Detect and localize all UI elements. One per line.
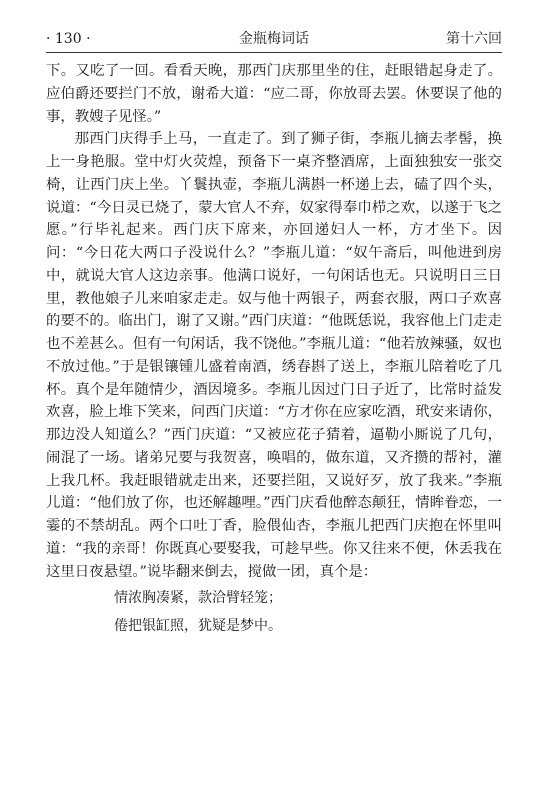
- book-title: 金瓶梅词话: [239, 31, 309, 47]
- poem-line: 倦把银缸照，犹疑是梦中。: [114, 618, 282, 634]
- poem-line: 情浓胸凑紧，款洽臂轻笼；: [114, 590, 282, 606]
- paragraph: 下。又吃了一回。看看天晚，那西门庆那里坐的住，赶眼错起身走了。应伯爵还要拦门不放，谢希大道：“应二哥，你放哥去罢。休要误了他的事，教嫂子见怪。”: [46, 63, 502, 125]
- running-header: [46, 28, 502, 50]
- page-number: · 130 ·: [46, 31, 91, 47]
- chapter-label: 第十六回: [446, 31, 502, 47]
- poem: [114, 584, 282, 640]
- paragraph: 那西门庆得手上马，一直走了。到了狮子街，李瓶儿摘去孝髻，换上一身艳服。堂中灯火荧煌，预备下一桌齐整酒席，上面独独安一张交椅，让西门庆上坐。丫鬟执壶，李瓶儿满斟一杯递上去，磕了四个头，说道：“今日灵已烧了，蒙大官人不弃，奴家得奉巾栉之欢，以遂于飞之愿。”行毕礼起来。西门庆下席来，亦回递妇人一杯，方才坐下。因问：“今日花大两口子没说什么？”李瓶儿道：“奴午斋后，叫他进到房中，就说大官人这边亲事。他满口说好，一句闲话也无。只说明日三日里，教他娘子儿来咱家走走。奴与他十两银子，两套衣服，两口子欢喜的要不的。临出门，谢了又谢。”西门庆道：“他既恁说，我容他上门走走也不差甚么。但有一句闲话，我不饶他。”李瓶儿道：“他若放辣骚，奴也不放过他。”于是银镶锺儿盛着南酒，绣春斟了送上，李瓶儿陪着吃了几杯。真个是年随情少，酒因境多。李瓶儿因过门日子近了，比常时益发欢喜，脸上堆下笑来，问西门庆道：“方才你在应家吃酒，玳安来请你，那边没人知道么？”西门庆道：“又被应花子猜着，逼勒小厮说了几句，闹混了一场。诸弟兄要与我贺喜，唤唱的，做东道，又齐攒的帮衬，灌上我几杯。我赶眼错就走出来，还要拦阻，又说好歹，放了我来。”李瓶儿道：“他们放了你，也还解趣哩。”西门庆看他醉态颠狂，情眸眷恋，一霎的不禁胡乱。两个口吐丁香，脸偎仙杏，李瓶儿把西门庆抱在怀里叫道：“我的亲哥！你既真心要娶我，可趁早些。你又往来不便，休丢我在这里日夜悬望。”说毕翻来倒去，搅做一团，真个是：: [46, 131, 502, 580]
- header-rule: [46, 52, 502, 53]
- body-text: [46, 60, 502, 583]
